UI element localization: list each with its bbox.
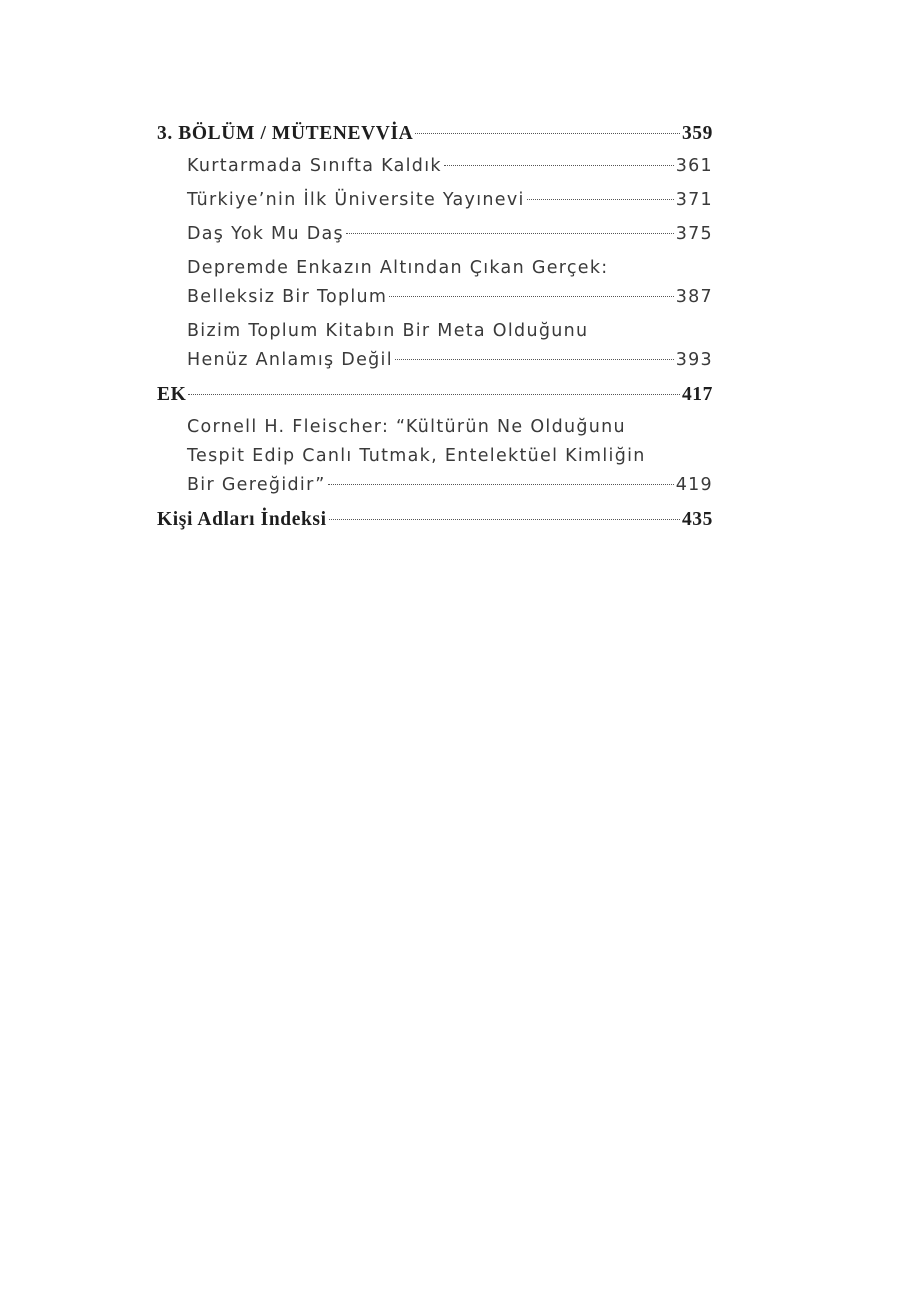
toc-entry-title-line: Henüz Anlamış Değil (187, 350, 393, 370)
toc-entry-title: Türkiye’nin İlk Üniversite Yayınevi (187, 190, 525, 210)
dot-leader (329, 519, 680, 520)
toc-entry-title: Kişi Adları İndeksi (157, 509, 327, 530)
toc-entry-title: Daş Yok Mu Daş (187, 224, 344, 244)
toc-entry-page: 371 (675, 190, 713, 210)
toc-entry-page: 417 (681, 384, 713, 405)
dot-leader (188, 394, 680, 395)
toc-entry-page: 361 (675, 156, 713, 176)
toc-entry-title-line: Bizim Toplum Kitabın Bir Meta Olduğunu (187, 321, 589, 341)
toc-entry-title-line: Depremde Enkazın Altından Çıkan Gerçek: (187, 258, 609, 278)
dot-leader (346, 233, 674, 234)
toc-chapter-entry (157, 413, 713, 500)
toc-chapter-entry (157, 317, 713, 375)
toc-entry-page: 375 (675, 224, 713, 244)
toc-section-entry (157, 380, 713, 409)
toc-entry-page: 393 (675, 350, 713, 370)
toc-entry-title-line: Tespit Edip Canlı Tutmak, Entelektüel Kimliğin (187, 446, 646, 466)
toc-chapter-entry (157, 186, 713, 215)
toc-entry-title-line: Cornell H. Fleischer: “Kültürün Ne Olduğunu (187, 417, 626, 437)
dot-leader (395, 359, 674, 360)
toc-chapter-entry (157, 254, 713, 312)
dot-leader (328, 484, 674, 485)
toc-entry-title: 3. BÖLÜM / MÜTENEVVİA (157, 123, 414, 144)
dot-leader (415, 133, 680, 134)
toc-section-entry (157, 505, 713, 534)
toc-section-entry (157, 119, 713, 148)
toc-entry-page: 359 (681, 123, 713, 144)
dot-leader (389, 296, 673, 297)
toc-chapter-entry (157, 220, 713, 249)
toc-entry-title-line: Belleksiz Bir Toplum (187, 287, 388, 307)
toc-entry-page: 435 (681, 509, 713, 530)
dot-leader (527, 199, 674, 200)
table-of-contents (157, 119, 713, 534)
toc-entry-title-line: Bir Gereğidir” (187, 475, 326, 495)
toc-entry-page: 387 (675, 287, 713, 307)
toc-entry-title: EK (157, 384, 187, 405)
dot-leader (444, 165, 674, 166)
toc-entry-page: 419 (675, 475, 713, 495)
toc-entry-title: Kurtarmada Sınıfta Kaldık (187, 156, 442, 176)
toc-chapter-entry (157, 152, 713, 181)
